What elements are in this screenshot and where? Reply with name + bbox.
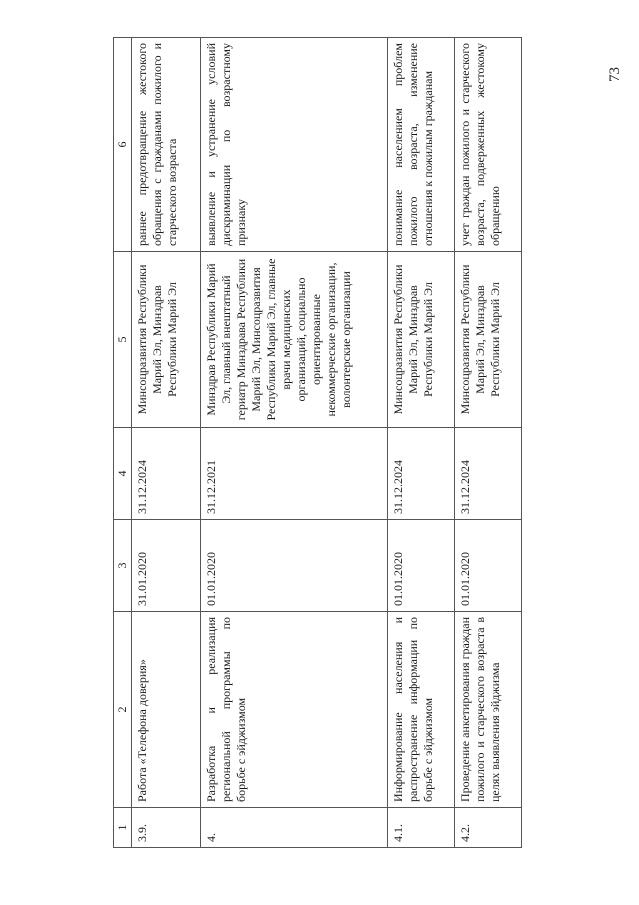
column-header: 6: [114, 38, 132, 252]
end-date-cell: 31.12.2024: [455, 428, 522, 520]
table-row: [388, 38, 455, 848]
column-header: 4: [114, 428, 132, 520]
result-cell: учет граждан пожилого и старческого возраста, подверженных жестокому обращению: [455, 38, 522, 252]
row-number: 4.: [201, 808, 388, 848]
rotated-table-container: [113, 38, 581, 848]
executors-cell: Минсоцразвития Республики Марий Эл, Минздрав Республики Марий Эл: [455, 252, 522, 428]
activity-cell: Разработка и реализация региональной программы по борьбе с эйджизмом: [201, 612, 388, 808]
executors-cell: Минздрав Республики Марий Эл, главный внештатный гериатр Минздрава Республики Марий Эл, Минсоцразвития Республики Марий Эл, главные врачи медицинских организаций, социально ориентированные некоммерческие организации, волонтерские организации: [201, 252, 388, 428]
page-number: 73: [607, 67, 623, 82]
executors-cell: Минсоцразвития Республики Марий Эл, Минздрав Республики Марий Эл: [132, 252, 201, 428]
end-date-cell: 31.12.2024: [132, 428, 201, 520]
executors-cell: Минсоцразвития Республики Марий Эл, Минздрав Республики Марий Эл: [388, 252, 455, 428]
activity-cell: Работа «Телефона доверия»: [132, 612, 201, 808]
end-date-cell: 31.12.2024: [388, 428, 455, 520]
result-cell: понимание населением проблем пожилого возраста, изменение отношения к пожилым гражданам: [388, 38, 455, 252]
activity-cell: Проведение анкетирования граждан пожилого и старческого возраста в целях выявления эйджизма: [455, 612, 522, 808]
column-header: 5: [114, 252, 132, 428]
result-cell: выявление и устранение условий дискриминации по возрастному признаку: [201, 38, 388, 252]
row-number: 3.9.: [132, 808, 201, 848]
column-header: 3: [114, 520, 132, 612]
column-header: 2: [114, 612, 132, 808]
measures-table: [113, 37, 522, 848]
column-header: 1: [114, 808, 132, 848]
row-number: 4.2.: [455, 808, 522, 848]
start-date-cell: 01.01.2020: [388, 520, 455, 612]
start-date-cell: 01.01.2020: [455, 520, 522, 612]
table-row: [455, 38, 522, 848]
result-cell: раннее предотвращение жестокого обращения с гражданами пожилого и старческого возраста: [132, 38, 201, 252]
row-number: 4.1.: [388, 808, 455, 848]
table-row: [132, 38, 201, 848]
start-date-cell: 01.01.2020: [201, 520, 388, 612]
end-date-cell: 31.12.2021: [201, 428, 388, 520]
activity-cell: Информирование населения и распространение информации по борьбе с эйджизмом: [388, 612, 455, 808]
header-row: [114, 38, 132, 848]
start-date-cell: 31.01.2020: [132, 520, 201, 612]
table-row: [201, 38, 388, 848]
